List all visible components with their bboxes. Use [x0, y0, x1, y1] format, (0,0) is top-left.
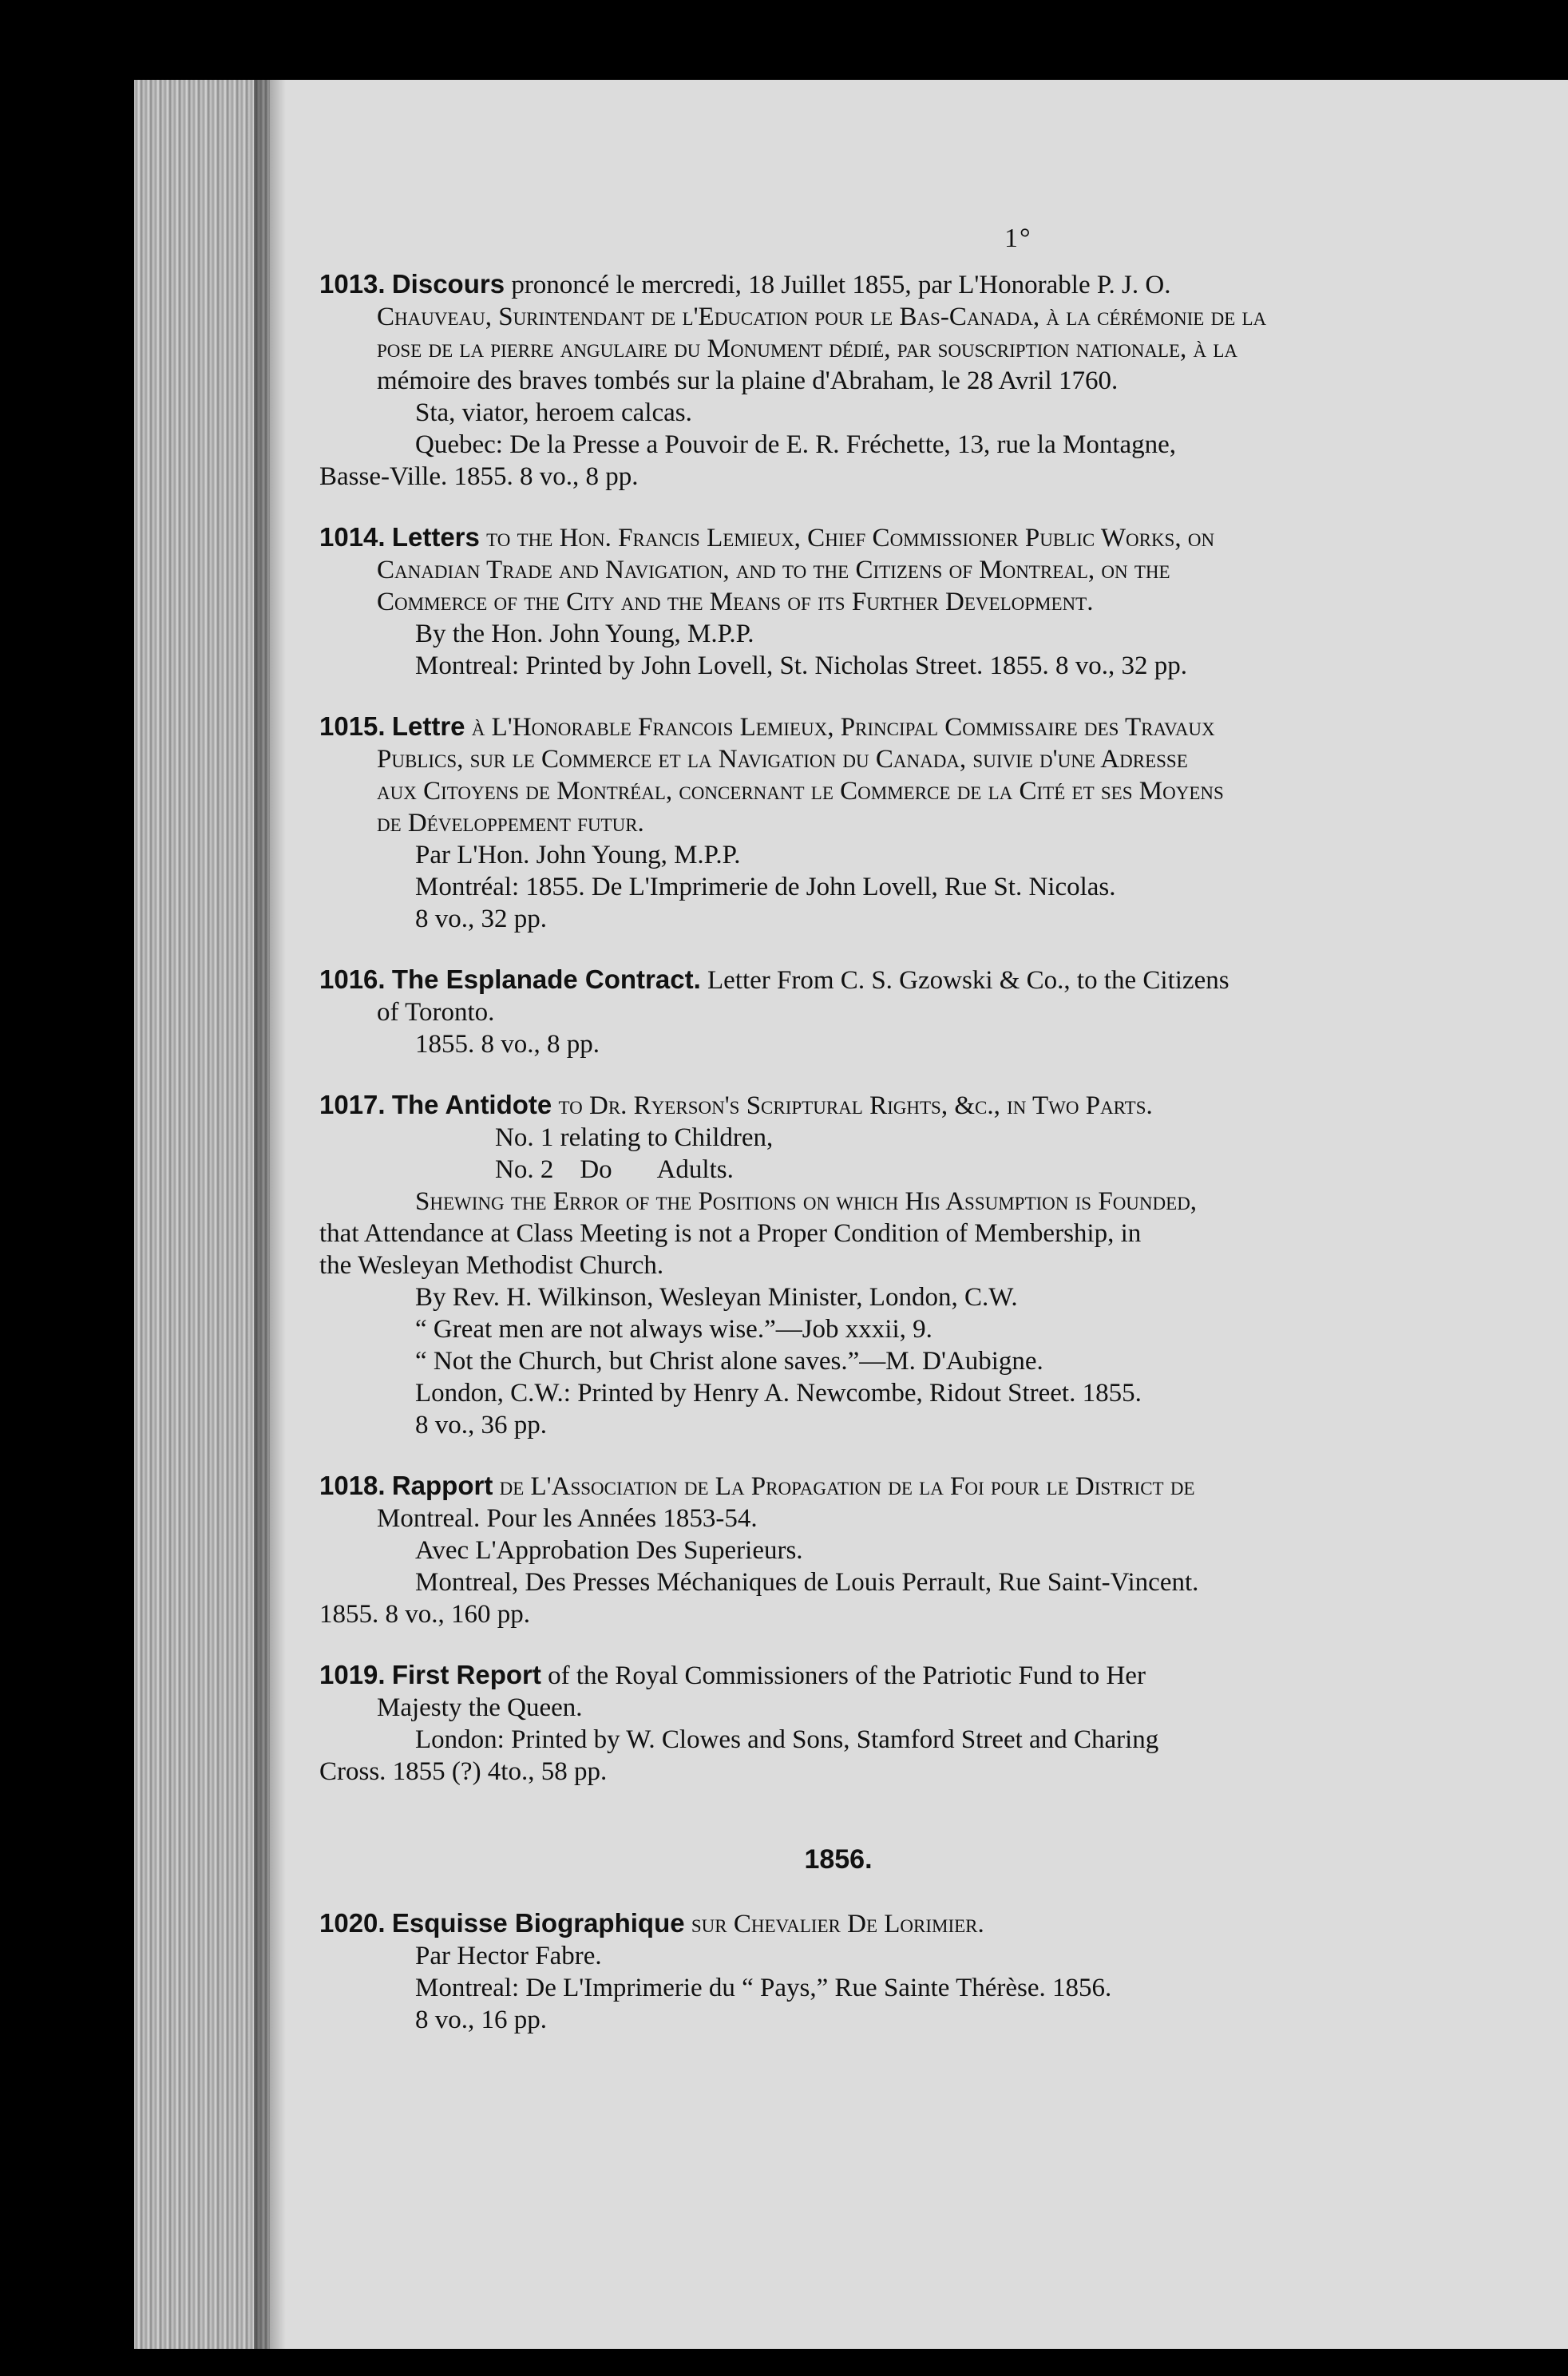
- entry-head-line: Publics, sur le Commerce et la Navigation du Canada, suivie d'une Adresse: [377, 745, 1188, 774]
- entry-tail-line: 1855. 8 vo., 160 pp.: [319, 1600, 530, 1629]
- bibliography-content: [319, 268, 1565, 2065]
- entry-number: 1017.: [319, 1090, 386, 1119]
- entry-body-line: 8 vo., 32 pp.: [415, 905, 547, 933]
- entry-sub-line: No. 2 Do Adults.: [495, 1155, 734, 1184]
- entry-title: The Antidote: [391, 1090, 552, 1119]
- entry-number: 1016.: [319, 964, 386, 994]
- entry-body-line: By the Hon. John Young, M.P.P.: [415, 620, 754, 648]
- entry-tail-line: Cross. 1855 (?) 4to., 58 pp.: [319, 1757, 608, 1786]
- entry-head: [319, 1089, 1565, 1122]
- entry-title: Rapport: [391, 1471, 493, 1500]
- entry-1013: [319, 268, 1565, 493]
- entry-body-line: Montreal, Des Presses Méchaniques de Louis Perrault, Rue Saint-Vincent.: [415, 1568, 1199, 1597]
- entry-number: 1019.: [319, 1660, 386, 1689]
- entry-head-line: Majesty the Queen.: [377, 1693, 583, 1722]
- entry-extra-line: London, C.W.: Printed by Henry A. Newcombe, Ridout Street. 1855.: [415, 1379, 1142, 1408]
- entry-number: 1015.: [319, 711, 386, 741]
- entry-1017: [319, 1089, 1565, 1441]
- entry-tail-line: that Attendance at Class Meeting is not a Proper Condition of Membership, in: [319, 1219, 1142, 1248]
- entry-sub-line: No. 1 relating to Children,: [495, 1123, 774, 1152]
- entry-title: First Report: [391, 1660, 541, 1689]
- entry-head-line: mémoire des braves tombés sur la plaine d'Abraham, le 28 Avril 1760.: [377, 366, 1119, 395]
- entry-head-line: of the Royal Commissioners of the Patriotic Fund to Her: [548, 1661, 1146, 1690]
- entry-1016: [319, 964, 1565, 1060]
- entry-head: [319, 1907, 1565, 1940]
- entry-head: [319, 268, 1565, 397]
- entry-title: Discours: [391, 269, 505, 299]
- page-edge: [134, 80, 270, 2349]
- entry-extra-line: “ Not the Church, but Christ alone saves.”—M. D'Aubigne.: [415, 1347, 1043, 1376]
- entry-1020: [319, 1907, 1565, 2036]
- entry-head: [319, 964, 1565, 1028]
- entry-body-line: Shewing the Error of the Positions on which His Assumption is Founded,: [415, 1187, 1198, 1216]
- entry-head-line: of Toronto.: [377, 998, 495, 1027]
- entry-body-line: Montréal: 1855. De L'Imprimerie de John Lovell, Rue St. Nicolas.: [415, 873, 1116, 901]
- entry-number: 1020.: [319, 1908, 386, 1938]
- entry-head-line: to the Hon. Francis Lemieux, Chief Commissioner Public Works, on: [486, 524, 1215, 552]
- entry-head-line: pose de la pierre angulaire du Monument dédié, par souscription nationale, à la: [377, 335, 1238, 363]
- entry-head: [319, 1659, 1565, 1724]
- entry-1018: [319, 1470, 1565, 1630]
- entry-title: The Esplanade Contract.: [391, 964, 701, 994]
- entry-head-line: de L'Association de La Propagation de la Foi pour le District de: [499, 1472, 1195, 1501]
- entry-head: [319, 521, 1565, 618]
- entry-head-line: Canadian Trade and Navigation, and to the Citizens of Montreal, on the: [377, 556, 1170, 584]
- entry-head: [319, 1470, 1565, 1534]
- entry-body-line: London: Printed by W. Clowes and Sons, Stamford Street and Charing: [415, 1725, 1159, 1754]
- entry-number: 1018.: [319, 1471, 386, 1500]
- entry-body-line: Montreal: Printed by John Lovell, St. Nicholas Street. 1855. 8 vo., 32 pp.: [415, 651, 1187, 680]
- entry-extra-line: “ Great men are not always wise.”—Job xxxii, 9.: [415, 1315, 932, 1344]
- year-heading: 1856.: [804, 1844, 873, 1875]
- entry-number: 1014.: [319, 522, 386, 552]
- entry-1019: [319, 1659, 1565, 1788]
- entry-head-line: de Développement futur.: [377, 809, 644, 838]
- entry-title: Letters: [391, 522, 480, 552]
- entry-head-line: to Dr. Ryerson's Scriptural Rights, &c., in Two Parts.: [558, 1091, 1153, 1120]
- entry-title: Lettre: [391, 711, 465, 741]
- entry-body-line: Par Hector Fabre.: [415, 1942, 602, 1970]
- page-number: 1°: [1004, 224, 1032, 253]
- entry-head-line: sur Chevalier De Lorimier.: [691, 1910, 984, 1938]
- entry-head-line: Commerce of the City and the Means of its Further Development.: [377, 588, 1094, 616]
- entry-title: Esquisse Biographique: [391, 1908, 685, 1938]
- entry-body-line: Quebec: De la Presse a Pouvoir de E. R. Fréchette, 13, rue la Montagne,: [415, 430, 1177, 459]
- entry-body-line: 8 vo., 16 pp.: [415, 2006, 547, 2034]
- entry-1015: [319, 711, 1565, 935]
- entry-tail-line: the Wesleyan Methodist Church.: [319, 1251, 664, 1280]
- entry-body-line: 1855. 8 vo., 8 pp.: [415, 1030, 600, 1059]
- entry-body-line: Par L'Hon. John Young, M.P.P.: [415, 841, 741, 869]
- entry-extra-line: 8 vo., 36 pp.: [415, 1411, 547, 1439]
- entry-head: [319, 711, 1565, 839]
- entry-number: 1013.: [319, 269, 386, 299]
- entry-extra-line: By Rev. H. Wilkinson, Wesleyan Minister, London, C.W.: [415, 1283, 1018, 1312]
- entry-head-line: Letter From C. S. Gzowski & Co., to the Citizens: [707, 966, 1229, 995]
- entry-head-line: prononcé le mercredi, 18 Juillet 1855, par L'Honorable P. J. O.: [511, 271, 1171, 299]
- entry-tail-line: Basse-Ville. 1855. 8 vo., 8 pp.: [319, 462, 639, 491]
- page-edge-shadow: [254, 80, 286, 2349]
- entry-head-line: Montreal. Pour les Années 1853-54.: [377, 1504, 758, 1533]
- entry-head-line: Chauveau, Surintendant de l'Education pour le Bas-Canada, à la cérémonie de la: [377, 303, 1267, 331]
- entry-body-line: Avec L'Approbation Des Superieurs.: [415, 1536, 803, 1565]
- entry-head-line: aux Citoyens de Montréal, concernant le Commerce de la Cité et ses Moyens: [377, 777, 1224, 806]
- entry-body-line: Sta, viator, heroem calcas.: [415, 398, 692, 427]
- entry-1014: [319, 521, 1565, 682]
- entry-head-line: à L'Honorable Francois Lemieux, Principal Commissaire des Travaux: [471, 713, 1215, 742]
- entry-body-line: Montreal: De L'Imprimerie du “ Pays,” Rue Sainte Thérèse. 1856.: [415, 1974, 1112, 2002]
